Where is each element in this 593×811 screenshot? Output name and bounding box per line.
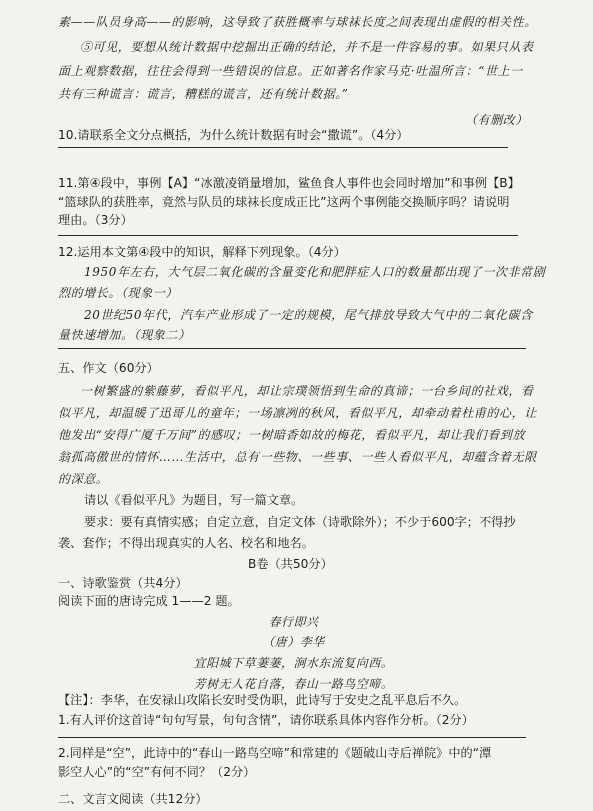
- essay-paragraph-line-2: 似平凡，却温暖了迅哥儿的童年；一场凛冽的秋风，看似平凡，却牵动着杜甫的心，让: [58, 406, 537, 421]
- poem-title: 春行即兴: [268, 614, 319, 629]
- essay-heading: 五、作文（60分）: [58, 360, 159, 375]
- poem-line-1: 宜阳城下草萋萋，涧水东流复向西。: [193, 656, 394, 671]
- classical-chinese-section-heading: 二、文言文阅读（共12分）: [58, 792, 208, 806]
- essay-prompt: 请以《看似平凡》为题目，写一篇文章。: [84, 493, 304, 508]
- part-b-heading: B卷（共50分）: [248, 556, 333, 571]
- question-12-line-3: 烈的增长。（现象一）: [58, 285, 179, 300]
- essay-paragraph-line-1: 一树繁盛的紫藤萝，看似平凡，却让宗璞领悟到生命的真谛；一台乡间的社戏，看: [80, 384, 534, 399]
- question-11-line-3: 理由。（3分）: [58, 213, 133, 228]
- poem-note: 【注】：李华，在安禄山攻陷长安时受伪职，此诗写于安史之乱平息后不久。: [58, 692, 467, 707]
- question-10: 10.请联系全文分点概括，为什么统计数据有时会“撒谎”。（4分）: [58, 128, 409, 143]
- essay-paragraph-line-4: 翁孤高傲世的情怀……生活中，总有一些物、一些事、一些人看似平凡，却蕴含着无限: [58, 449, 537, 464]
- poetry-intro: 阅读下面的唐诗完成 1——2 题。: [58, 594, 240, 609]
- answer-line-q10: [58, 147, 508, 148]
- passage-line-3: 面上观察数据，往往会得到一些错误的信息。正如著名作家马克·吐温所言：“世上一: [58, 63, 523, 78]
- poetry-section-heading: 一、诗歌鉴赏（共4分）: [58, 576, 188, 591]
- answer-line-q11: [58, 235, 518, 236]
- poem-author: （唐）李华: [262, 635, 325, 649]
- essay-requirements-line-1: 要求：要有真情实感；自定立意，自定文体（诗歌除外）；不少于600字；不得抄: [84, 515, 516, 530]
- poetry-question-2-line-2: 影空人心”的“空”有何不同？（2分）: [58, 765, 256, 780]
- poetry-question-1: 1.有人评价这首诗“句句写景，句句含情”，请你联系具体内容作分析。（2分）: [58, 713, 474, 728]
- question-11-line-1: 11.第④段中，事例【A】“冰激凌销量增加，鲨鱼食人事件也会同时增加”和事例【B】: [58, 175, 520, 190]
- answer-line-q12: [58, 348, 526, 349]
- passage-line-4: 共有三种谎言：谎言，糟糕的谎言，还有统计数据。”: [58, 86, 349, 101]
- source-note: （有删改）: [465, 112, 529, 127]
- question-12-line-2: 1950年左右，大气层二氧化碳的含量变化和肥胖症人口的数量都出现了一次非常剧: [84, 265, 546, 280]
- question-11-line-2: “篮球队的获胜率，竟然与队员的球袜长度成正比”这两个事例能交换顺序吗？请说明: [58, 194, 510, 209]
- question-12-line-1: 12.运用本文第④段中的知识，解释下列现象。（4分）: [58, 245, 346, 260]
- poem-line-2: 芳树无人花自落，春山一路鸟空啼。: [193, 676, 394, 691]
- essay-requirements-line-2: 袭、套作；不得出现真实的人名、校名和地名。: [58, 535, 314, 550]
- essay-paragraph-line-5: 的深意。: [58, 471, 109, 486]
- question-12-line-4: 20世纪50年代，汽车产业形成了一定的规模，尾气排放导致大气中的二氧化碳含: [84, 307, 533, 322]
- question-12-line-5: 量快速增加。（现象二）: [58, 328, 191, 343]
- answer-line-poetry-q1: [58, 737, 526, 738]
- essay-paragraph-line-3: 他发出“安得广厦千万间”的感叹；一树暗香如故的梅花，看似平凡，却让我们看到放: [58, 428, 526, 443]
- poetry-question-2-line-1: 2.同样是“空”，此诗中的“春山一路鸟空啼”和常建的《题破山寺后禅院》中的“潭: [58, 745, 492, 760]
- passage-line-2: ⑤可见，要想从统计数据中挖掘出正确的结论，并不是一件容易的事。如果只从表: [80, 39, 534, 54]
- passage-line-1: 素——队员身高——的影响，这导致了获胜概率与球袜长度之间表现出虚假的相关性。: [58, 14, 537, 29]
